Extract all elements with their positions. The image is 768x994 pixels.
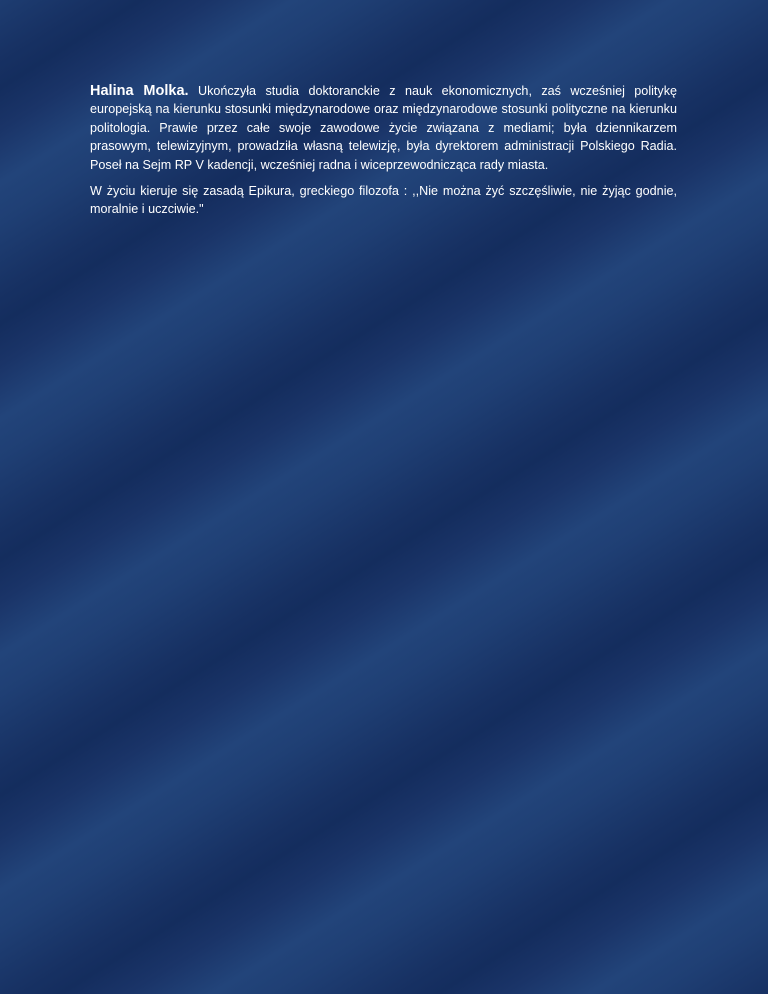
document-body (90, 82, 677, 219)
motto-paragraph: W życiu kieruje się zasadą Epikura, greckiego filozofa : ,,Nie można żyć szczęśliwie, nie żyjąc godnie, moralnie i uczciwie." (90, 184, 677, 217)
bio-paragraph (90, 82, 677, 174)
person-name: Halina Molka. (90, 83, 189, 99)
bio-text: Ukończyła studia doktoranckie z nauk ekonomicznych, zaś wcześniej politykę europejską na kierunku stosunki międzynarodowe oraz międzynarodowe stosunki polityczne na kierunku politologia. Prawie przez całe swoje zawodowe życie związana z mediami; była dziennikarzem prasowym, telewizyjnym, prowadziła własną telewizję, była dyrektorem administracji Polskiego Radia. Poseł na Sejm RP V kadencji, wcześniej radna i wiceprzewodnicząca rady miasta. (90, 84, 678, 172)
